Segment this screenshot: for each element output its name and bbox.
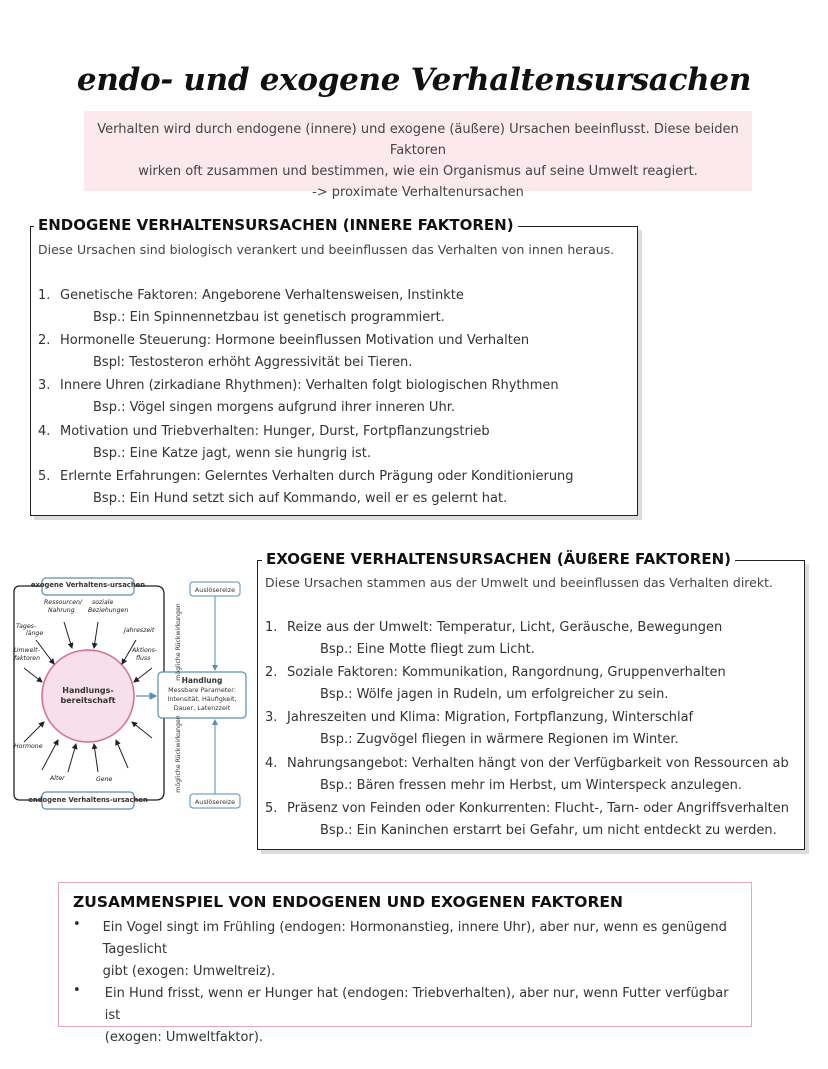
- label-alter: Alter: [50, 775, 65, 782]
- list-item: [265, 620, 722, 635]
- label-sozial: soziale: [92, 599, 114, 606]
- rueckwirkungen-bottom: mögliche Rückwirkungen: [175, 715, 182, 793]
- exogene-box-label: exogene Verhaltens-ursachen: [30, 581, 146, 589]
- item-text: Jahreszeiten und Klima: Migration, Fortpflanzung, Winterschlaf: [287, 710, 694, 725]
- rueckwirkungen-top: mögliche Rückwirkungen: [175, 603, 182, 681]
- list-item: [73, 983, 743, 1049]
- bullet-line: (exogen: Umweltfaktor).: [104, 1030, 264, 1045]
- bullet-text: [105, 983, 743, 1049]
- label-nahrung: Nahrung: [48, 607, 75, 614]
- item-number: 1.: [38, 288, 51, 303]
- item-number: 5.: [265, 801, 278, 816]
- intro-line-1: Verhalten wird durch endogene (innere) und exogene (äußere) Ursachen beeinflusst. Diese beiden Faktoren: [97, 122, 739, 158]
- exogen-heading: EXOGENE VERHALTENSURSACHEN (ÄUßERE FAKTOREN): [266, 550, 731, 568]
- bullet-icon: •: [73, 983, 81, 998]
- bullet-text: [103, 917, 743, 983]
- bullet-line: Ein Vogel singt im Frühling (endogen: Hormonanstieg, innere Uhr), aber nur, wenn es genügend Tageslicht: [102, 920, 727, 957]
- label-tages: Tages-: [16, 623, 37, 630]
- label-gene: Gene: [96, 776, 113, 783]
- item-text: Hormonelle Steuerung: Hormone beeinflussen Motivation und Verhalten: [60, 333, 530, 348]
- intro-line-3: -> proximate Verhaltenursachen: [312, 185, 524, 200]
- bullet-icon: •: [73, 917, 81, 932]
- endogen-subtitle: Diese Ursachen sind biologisch verankert und beeinflussen das Verhalten von innen heraus.: [38, 242, 615, 257]
- list-item: [265, 801, 789, 816]
- item-number: 2.: [38, 333, 51, 348]
- zusammenspiel-list: [73, 917, 743, 1049]
- item-number: 5.: [38, 469, 51, 484]
- list-example: Bsp.: Wölfe jagen in Rudeln, um erfolgreicher zu sein.: [320, 687, 669, 702]
- page-title: endo- und exogene Verhaltensursachen: [76, 62, 752, 98]
- item-text: Nahrungsangebot: Verhalten hängt von der Verfügbarkeit von Ressourcen ab: [287, 756, 789, 771]
- item-text: Präsenz von Feinden oder Konkurrenten: Flucht-, Tarn- oder Angriffsverhalten: [287, 801, 789, 816]
- label-ressourcen: Ressourcen/: [44, 599, 83, 606]
- list-example: Bsp.: Ein Hund setzt sich auf Kommando, weil er es gelernt hat.: [93, 491, 508, 506]
- list-example: Bsp.: Ein Kaninchen erstarrt bei Gefahr, um nicht entdeckt zu werden.: [320, 823, 777, 838]
- item-number: 4.: [265, 756, 278, 771]
- endogen-heading-wrap: [34, 215, 518, 234]
- list-item: [38, 333, 529, 348]
- list-example: Bsp.: Eine Motte fliegt zum Licht.: [320, 642, 535, 657]
- item-number: 3.: [265, 710, 278, 725]
- handlung-line-3: Dauer, Latenzzeit: [173, 704, 231, 712]
- item-text: Reize aus der Umwelt: Temperatur, Licht, Geräusche, Bewegungen: [287, 620, 723, 635]
- endogene-box-label: endogene Verhaltens-ursachen: [28, 796, 148, 804]
- ausloesereize-bottom-label: Auslösereize: [194, 798, 236, 806]
- exogen-subtitle: Diese Ursachen stammen aus der Umwelt und beeinflussen das Verhalten direkt.: [265, 575, 773, 590]
- center-label-1: Handlungs-: [62, 686, 114, 695]
- label-fluss: fluss: [136, 655, 151, 662]
- verhalten-diagram: [6, 572, 248, 822]
- item-text: Innere Uhren (zirkadiane Rhythmen): Verhalten folgt biologischen Rhythmen: [60, 378, 559, 393]
- bullet-line: Ein Hund frisst, wenn er Hunger hat (endogen: Triebverhalten), aber nur, wenn Futter verfügbar ist: [104, 986, 729, 1023]
- endogen-heading: ENDOGENE VERHALTENSURSACHEN (INNERE FAKTOREN): [38, 216, 514, 234]
- label-jahreszeit: Jahreszeit: [124, 627, 155, 634]
- zusammenspiel-box: [58, 882, 752, 1045]
- list-example: Bsp.: Bären fressen mehr im Herbst, um Winterspeck anzulegen.: [320, 778, 742, 793]
- list-example: Bsp.: Vögel singen morgens aufgrund ihrer inneren Uhr.: [93, 400, 455, 415]
- list-item: [38, 378, 559, 393]
- list-item: [38, 424, 490, 439]
- list-example: Bspl: Testosteron erhöht Aggressivität bei Tieren.: [93, 355, 413, 370]
- zusammenspiel-heading: ZUSAMMENSPIEL VON ENDOGENEN UND EXOGENEN FAKTOREN: [73, 893, 623, 911]
- list-item: [265, 756, 789, 771]
- label-aktions: Aktions-: [132, 647, 158, 654]
- list-example: Bsp.: Ein Spinnennetzbau ist genetisch programmiert.: [93, 310, 445, 325]
- center-label-2: bereitschaft: [60, 696, 116, 705]
- intro-box: [84, 111, 752, 200]
- list-example: Bsp.: Zugvögel fliegen in wärmere Regionen im Winter.: [320, 732, 679, 747]
- list-item: [265, 665, 726, 680]
- label-hormone: Hormone: [14, 743, 43, 750]
- label-beziehungen: Beziehungen: [88, 607, 129, 614]
- ausloesereize-top-label: Auslösereize: [194, 586, 236, 594]
- list-item: [38, 469, 574, 484]
- bullet-line: gibt (exogen: Umweltreiz).: [102, 964, 276, 979]
- exogen-heading-wrap: [262, 549, 735, 568]
- left-loop-line: [14, 586, 42, 800]
- label-faktoren: faktoren: [14, 655, 41, 662]
- label-laenge: länge: [26, 630, 44, 637]
- list-example: Bsp.: Eine Katze jagt, wenn sie hungrig ist.: [93, 446, 371, 461]
- item-text: Soziale Faktoren: Kommunikation, Rangordnung, Gruppenverhalten: [287, 665, 726, 680]
- list-item: [38, 288, 464, 303]
- item-text: Genetische Faktoren: Angeborene Verhaltensweisen, Instinkte: [60, 288, 464, 303]
- item-number: 2.: [265, 665, 278, 680]
- handlung-title: Handlung: [181, 676, 223, 685]
- item-number: 3.: [38, 378, 51, 393]
- intro-line-2: wirken oft zusammen und bestimmen, wie ein Organismus auf seine Umwelt reagiert.: [138, 164, 698, 179]
- list-item: [73, 917, 743, 983]
- item-number: 1.: [265, 620, 278, 635]
- handlung-line-1: Messbare Parameter:: [168, 686, 236, 694]
- item-text: Motivation und Triebverhalten: Hunger, Durst, Fortpflanzungstrieb: [60, 424, 490, 439]
- label-umwelt: Umwelt-: [14, 647, 40, 654]
- list-item: [265, 710, 693, 725]
- handlung-line-2: Intensität, Häufigkeit,: [167, 695, 237, 703]
- item-number: 4.: [38, 424, 51, 439]
- item-text: Erlernte Erfahrungen: Gelerntes Verhalten durch Prägung oder Konditionierung: [60, 469, 574, 484]
